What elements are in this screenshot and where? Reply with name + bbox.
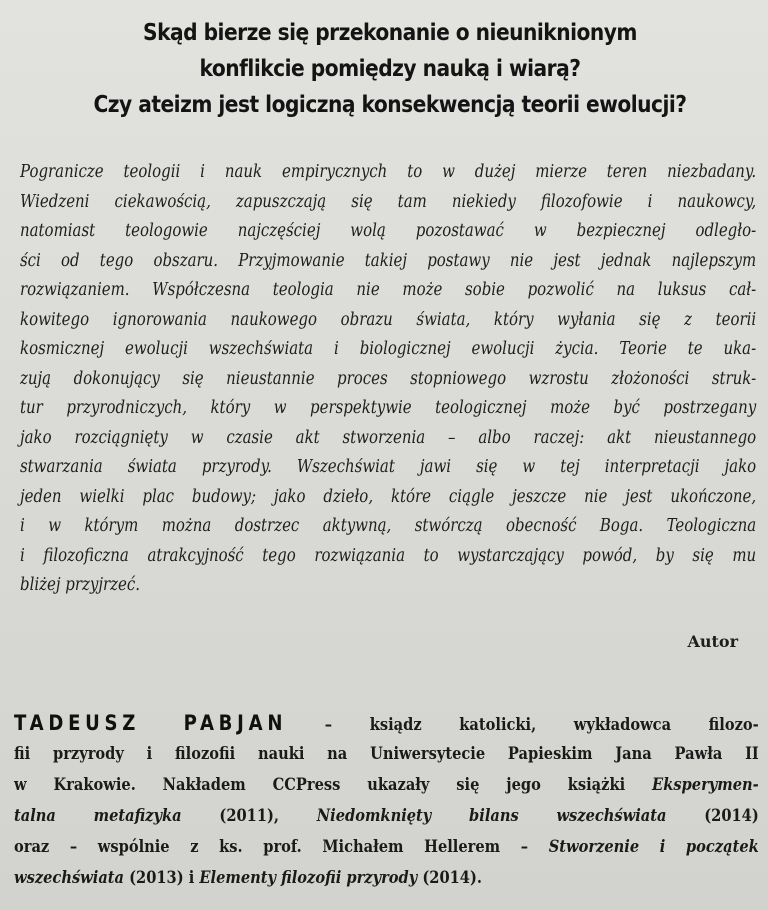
- book-title: talna metafizyka: [14, 806, 182, 826]
- book-title: Elementy filozofii przyrody: [199, 868, 418, 888]
- author-name: TADEUSZ PABJAN: [14, 711, 288, 735]
- bio-line: fii przyrody i filozofii nauki na Uniwersytecie Papieskim Jana Pawła II: [14, 744, 759, 764]
- blurb-line: kowitego ignorowania naukowego obrazu świata, który wyłania się z teorii: [20, 309, 757, 330]
- blurb-line: zują dokonujący się nieustannie proces stopniowego wzrostu złożoności struk-: [20, 368, 757, 389]
- blurb-line: ści od tego obszaru. Przyjmowanie takiej postawy nie jest jednak najlepszym: [20, 250, 757, 271]
- bio-line: [14, 863, 759, 894]
- book-title: Niedomknięty bilans wszechświata: [316, 806, 667, 826]
- blurb-line: i filozoficzna atrakcyjność tego rozwiązania to wystarczający powód, by się mu: [20, 545, 757, 566]
- blurb-paragraph: [20, 158, 756, 601]
- blurb-line: jako rozciągnięty w czasie akt stworzenia – albo raczej: akt nieustannego: [20, 427, 757, 448]
- bio-text: (2013) i: [124, 868, 200, 888]
- bio-text: w Krakowie. Nakładem CCPress ukazały się jego książki: [14, 775, 653, 795]
- author-bio: [14, 708, 758, 894]
- bio-line: [14, 801, 759, 832]
- bio-line: [14, 708, 759, 739]
- bio-text: (2014).: [417, 868, 483, 888]
- headline: [89, 14, 691, 122]
- blurb-signature: Autor: [687, 632, 738, 651]
- book-title: wszechświata: [14, 868, 125, 888]
- blurb-line: bliżej przyjrzeć.: [20, 575, 140, 595]
- blurb-line: kosmicznej ewolucji wszechświata i biologicznej ewolucji życia. Teorie te uka-: [20, 339, 757, 359]
- blurb-line: Pogranicze teologii i nauk empirycznych to w dużej mierze teren niezbadany.: [20, 162, 757, 182]
- book-title: Stworzenie i początek: [548, 837, 759, 857]
- blurb-line: natomiast teologowie najczęściej wolą pozostawać w bezpiecznej odległo-: [20, 221, 757, 241]
- blurb-line: tur przyrodniczych, który w perspektywie teologicznej może być postrzegany: [20, 398, 757, 418]
- bio-text: – ksiądz katolicki, wykładowca filozo-: [287, 715, 759, 735]
- headline-line: Czy ateizm jest logiczną konsekwencją teorii ewolucji?: [93, 90, 687, 118]
- headline-line: Skąd bierze się przekonanie o nieuniknionym: [143, 18, 637, 46]
- bio-text: (2011),: [181, 806, 317, 826]
- blurb-line: i w którym można dostrzec aktywną, stwórczą obecność Boga. Teologiczna: [20, 516, 757, 536]
- bio-text: (2014): [666, 806, 759, 826]
- headline-line: konflikcie pomiędzy nauką i wiarą?: [199, 54, 581, 82]
- blurb-line: Wiedzeni ciekawością, zapuszczają się tam niekiedy filozofowie i naukowcy,: [20, 191, 757, 212]
- book-title: Eksperymen-: [652, 775, 759, 795]
- bio-line: [14, 770, 759, 801]
- blurb-line: stwarzania świata przyrody. Wszechświat jawi się w tej interpretacji jako: [20, 457, 757, 477]
- bio-text: oraz – wspólnie z ks. prof. Michałem Hellerem –: [14, 837, 549, 857]
- bio-line: [14, 832, 759, 863]
- blurb-line: rozwiązaniem. Współczesna teologia nie może sobie pozwolić na luksus cał-: [20, 280, 757, 300]
- blurb-line: jeden wielki plac budowy; jako dzieło, które ciągle jeszcze nie jest ukończone,: [20, 486, 757, 507]
